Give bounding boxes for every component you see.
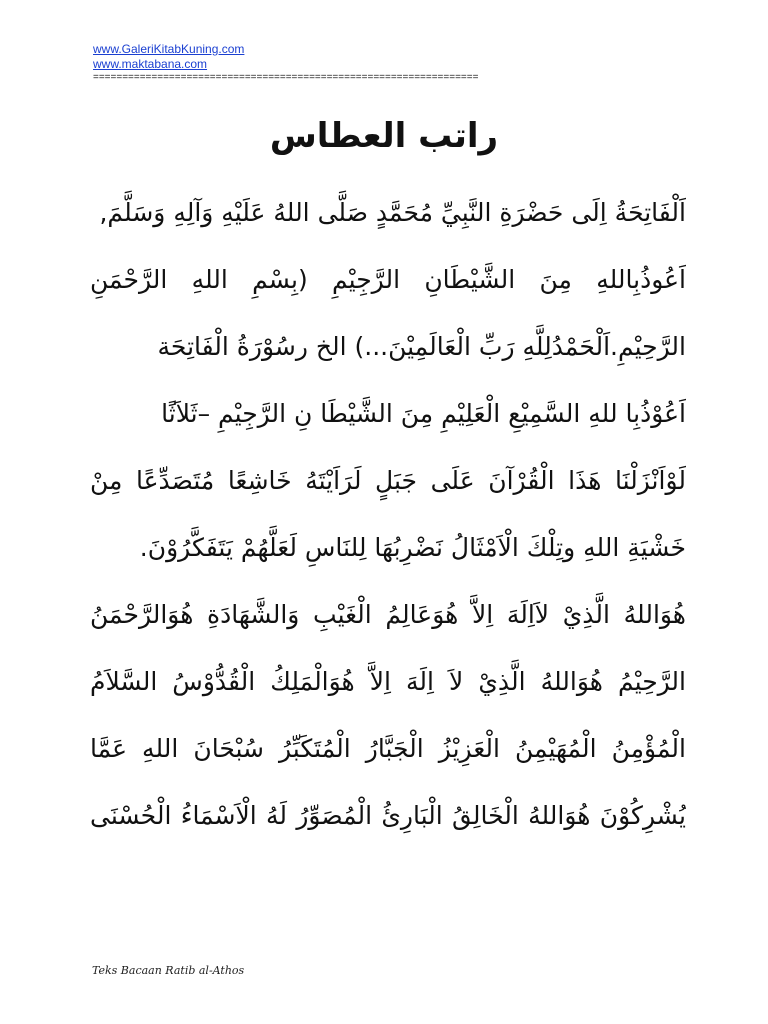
page-title: راتب العطاس	[269, 116, 499, 156]
text-line: يُشْرِكُوْنَ هُوَاللهُ الْخَالِقُ الْبَارِئُ الْمُصَوِّرُ لَهُ الْاَسْمَاءُ الْحُسْنَى	[90, 801, 686, 830]
text-line: الرَّحِيْمُ هُوَاللهُ الَّذِيْ لاَ اِلَهَ اِلاَّ هُوَالْمَلِكُ الْقُدُّوْسُ السَّلاَمُ	[90, 667, 686, 696]
text-line: اَلْفَاتِحَةُ اِلَى حَضْرَةِ النَّبِيِّ مُحَمَّدٍ صَلَّى اللهُ عَلَيْهِ وَآلِهِ وَسَلَّمَ,	[99, 198, 686, 227]
text-line: الْمُؤْمِنُ الْمُهَيْمِنُ الْعَزِيْزُ الْجَبَّارُ الْمُتَكَبِّرُ سُبْحَانَ اللهِ عَمَّا	[90, 734, 686, 763]
header-links	[93, 42, 613, 83]
text-line: هُوَاللهُ الَّذِيْ لاَاِلَهَ اِلاَّ هُوَعَالِمُ الْغَيْبِ وَالشَّهَادَةِ هُوَالرَّحْمَنُ	[90, 600, 686, 629]
text-line: اَعُوْذُبِا للهِ السَّمِيْعِ الْعَلِيْمِ مِنَ الشَّيْطَا نِ الرَّجِيْمِ –ثَلاَثًا	[161, 399, 686, 428]
text-line: الرَّحِيْمِ.اَلْحَمْدُلِلَّهِ رَبِّ الْعَالَمِيْنَ...) الخ رسُوْرَةُ الْفَاتِحَة	[157, 332, 686, 361]
text-line: اَعُوذُبِاللهِ مِنَ الشَّيْطَانِ الرَّجِيْمِ (بِسْمِ اللهِ الرَّحْمَنِ	[90, 265, 686, 294]
footer-caption: Teks Bacaan Ratib al-Athos	[92, 964, 245, 977]
text-line: لَوْاَنْزَلْنَا هَذَا الْقُرْآنَ عَلَى جَبَلٍ لَرَاَيْتَهُ خَاشِعًا مُتَصَدِّعًا مِنْ	[90, 466, 686, 495]
maktabana-link[interactable]: www.maktabana.com	[93, 57, 208, 71]
galerikitabkuning-link[interactable]: www.GaleriKitabKuning.com	[93, 42, 245, 56]
text-line: خَشْيَةِ اللهِ وتِلْكَ الْاَمْثَالُ نَضْرِبُهَا لِلنَاسِ لَعَلَّهُمْ يَتَفَكَّرُوْنَ.	[139, 533, 686, 562]
divider-rule: ==================================================================	[93, 72, 479, 83]
ratib-text	[90, 188, 686, 858]
